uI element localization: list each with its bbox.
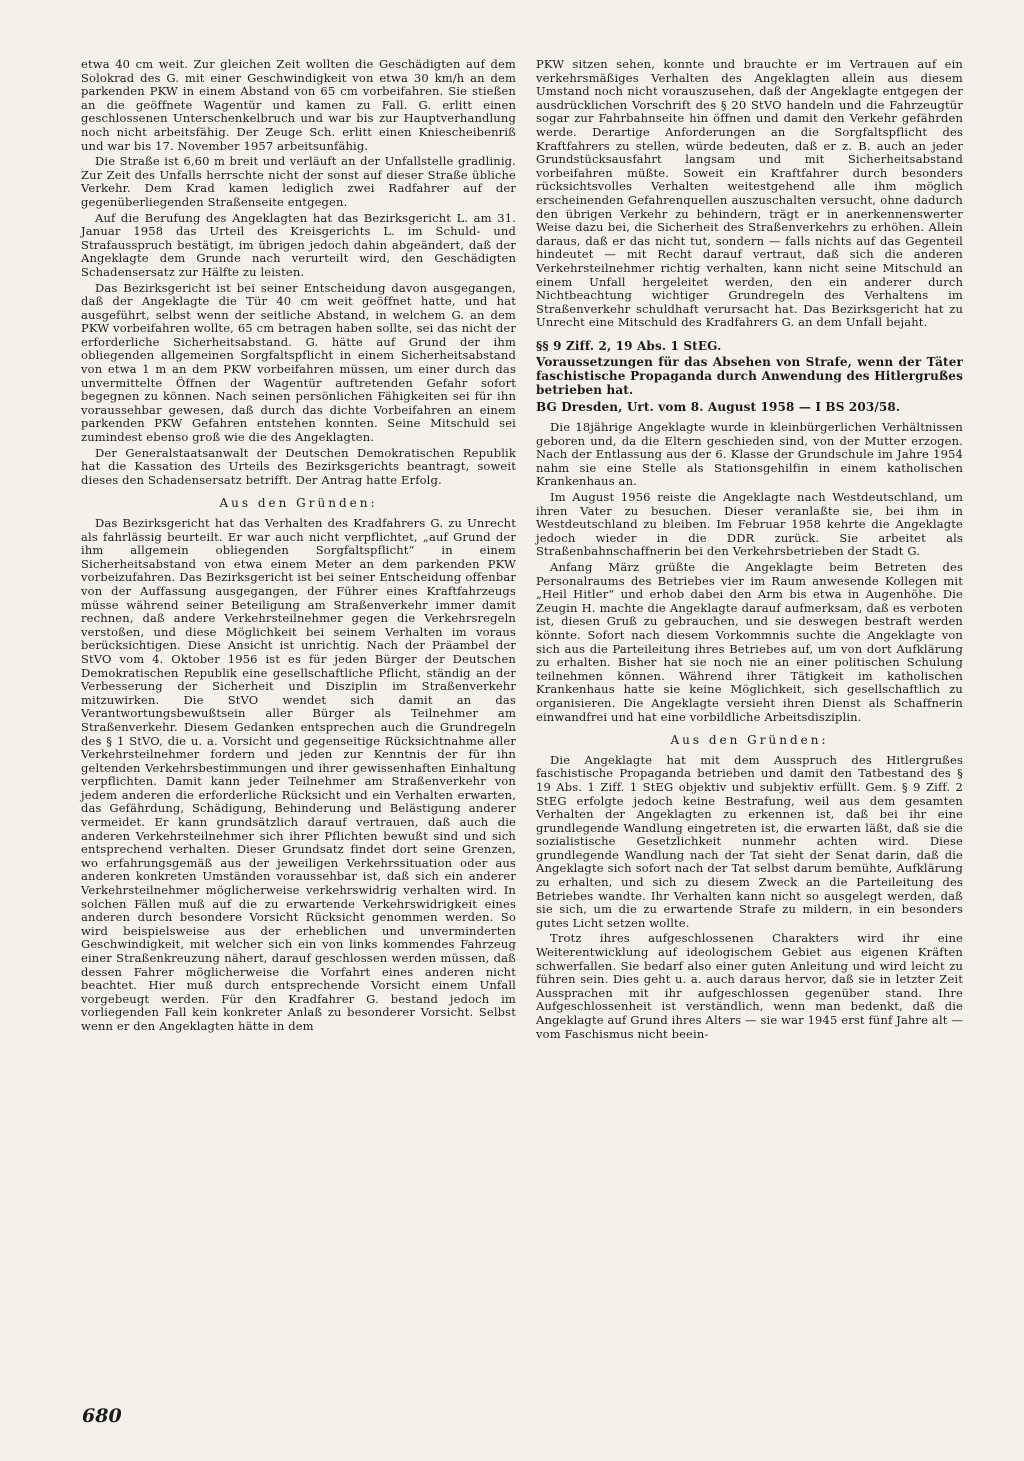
section-heading: Aus den Gründen: [219,496,378,511]
headnote: Voraussetzungen für das Absehen von Strafe, wenn der Täter faschistische Propaganda durch Anwendung des Hitlergrußes betrieben hat. [536,355,963,398]
court-citation: BG Dresden, Urt. vom 8. August 1958 — I BS 203/58. [536,400,901,415]
section-heading: Aus den Gründen: [670,733,829,748]
paragraph: Im August 1956 reiste die Angeklagte nach Westdeutschland, um ihren Vater zu besuchen. Dieser veranlaßte sie, bei ihm in Westdeutschland zu bleiben. Im Februar 1958 kehrte die Angeklagte jedoch wieder in die DDR zurück. Sie arbeitet als Straßenbahnschaffnerin bei den Verkehrsbetrieben der Stadt G. [536,490,963,559]
paragraph: Die Straße ist 6,60 m breit und verläuft an der Unfallstelle gradlinig. Zur Zeit des Unfalls herrschte nicht der sonst auf dieser Straße übliche Verkehr. Dem Krad kamen lediglich zwei Radfahrer auf der gegenüberliegenden Straßenseite entgegen. [81,154,516,209]
paragraph: Das Bezirksgericht ist bei seiner Entscheidung davon ausgegangen, daß der Angeklagte die Tür 40 cm weit geöffnet hatte, und hat ausgeführt, selbst wenn der seitliche Abstand, in welchem G. an dem PKW vorbeifahren wollte, 65 cm betragen haben sollte, sei das nicht der erforderliche Sicherheitsabstand. G. hätte auf Grund der ihm obliegenden allgemeinen Sorgfaltspflicht in einem Sicherheitsabstand von etwa 1 m an dem PKW vorbeifahren müssen, um einer durch das unvermittelte Öffnen der Wagentür auftretenden Gefahr sofort begegnen zu können. Nach seinen persönlichen Fähigkeiten sei für ihn voraussehbar gewesen, daß durch das dichte Vorbeifahren an einem parkenden PKW Gefahren entstehen konnten. Seine Mitschuld sei zumindest ebenso groß wie die des Angeklagten. [81,280,516,445]
paragraph: Das Bezirksgericht hat das Verhalten des Kradfahrers G. zu Unrecht als fahrlässig beurteilt. Er war auch nicht verpflichtet, „auf Grund der ihm allgemein obliegenden Sorgfaltspflicht“ in einem Sicherheitsabstand von etwa einem Meter an dem parkenden PKW vorbeizufahren. Das Bezirksgericht ist bei seiner Entscheidung offenbar von der Auffassung ausgegangen, der Führer eines Kraftfahrzeugs müsse während seiner Beteiligung am Straßenverkehr immer damit rechnen, daß andere Verkehrsteilnehmer gegen die Verkehrsregeln verstoßen, und diese Möglichkeit bei seinem Verhalten im voraus berücksichtigen. Diese Ansicht ist unrichtig. Nach der Präambel der StVO vom 4. Oktober 1956 ist es für jeden Bürger der Deutschen Demokratischen Republik eine gesellschaftliche Pflicht, ständig an der Verbesserung der Sicherheit und Disziplin im Straßenverkehr mitzuwirken. Die StVO wendet sich damit an das Verantwortungsbewußtsein aller Bürger als Teilnehmer am Straßenverkehr. Diesem Gedanken entsprechen auch die Grundregeln des § 1 StVO, die u. a. Vorsicht und gegenseitige Rücksichtnahme aller Verkehrsteilnehmer fordern und jeden zur Kenntnis der für ihn geltenden Verkehrsbestimmungen und ihrer gewissenhaften Einhaltung verpflichten. Damit kann jeder Teilnehmer am Straßenverkehr von jedem anderen die erforderliche Rücksicht und ein Verhalten erwarten, das Gefährdung, Schädigung, Behinderung und Belästigung anderer vermeidet. Er kann grundsätzlich darauf vertrauen, daß auch die anderen Verkehrsteilnehmer sich ihrer Pflichten bewußt sind und sich entsprechend verhalten. Dieser Grundsatz findet dort seine Grenzen, wo erfahrungsgemäß aus der jeweiligen Verkehrssituation oder aus anderen konkreten Umständen voraussehbar ist, daß sich ein anderer Verkehrsteilnehmer möglicherweise verkehrswidrig verhalten wird. In solchen Fällen muß auf die zu erwartende Verkehrswidrigkeit eines anderen durch besondere Vorsicht Rücksicht genommen werden. So wird beispielsweise aus der erheblichen und unverminderten Geschwindigkeit, mit welcher sich ein von links kommendes Fahrzeug einer Straßenkreuzung nähert, darauf geschlossen werden müssen, daß dessen Fahrer möglicherweise die Vorfahrt eines anderen nicht beachtet. Hier muß durch entsprechende Vorsicht einem Unfall vorgebeugt werden. Für den Kradfahrer G. bestand jedoch im vorliegenden Fall kein konkreter Anlaß zu besonderer Vorsicht. Selbst wenn er den Angeklagten hätte in dem [81,516,516,1033]
paragraph: Trotz ihres aufgeschlossenen Charakters wird ihr eine Weiterentwicklung auf ideologischem Gebiet aus eigenen Kräften schwerfallen. Sie bedarf also einer guten Anleitung und wird leicht zu führen sein. Dies geht u. a. auch daraus hervor, daß sie in letzter Zeit Aussprachen mit ihr aufgeschlossen gegenüber stand. Ihre Aufgeschlossenheit ist verständlich, wenn man bedenkt, daß die Angeklagte auf Grund ihres Alters — sie war 1945 erst fünf Jahre alt — vom Faschismus nicht beein- [536,931,963,1041]
page-number: 680 [82,1405,122,1427]
paragraph: Auf die Berufung des Angeklagten hat das Bezirksgericht L. am 31. Januar 1958 das Urteil des Kreisgerichts L. im Schuld- und Strafausspruch bestätigt, im übrigen jedoch dahin abgeändert, daß der Angeklagte dem Grunde nach verurteilt wird, den Geschädigten Schadensersatz zur Hälfte zu leisten. [81,210,516,279]
right-column [536,58,963,1043]
left-column [81,58,516,1036]
paragraph: Die Angeklagte hat mit dem Ausspruch des Hitlergrußes faschistische Propaganda betrieben und damit den Tatbestand des § 19 Abs. 1 Ziff. 1 StEG objektiv und subjektiv erfüllt. Gem. § 9 Ziff. 2 StEG erfolgte jedoch keine Bestrafung, weil aus dem gesamten Verhalten der Angeklagten zu erkennen ist, daß bei ihr eine grundlegende Wandlung eingetreten ist, die erwarten läßt, daß sie die sozialistische Gesetzlichkeit nunmehr achten wird. Diese grundlegende Wandlung nach der Tat sieht der Senat darin, daß die Angeklagte sich sofort nach der Tat selbst darum bemühte, Aufklärung zu erhalten, und sich zu diesem Zweck an die Parteileitung des Betriebes wandte. Ihr Verhalten kann nicht so ausgelegt werden, daß sie sich, um die zu erwartende Strafe zu mildern, in ein besonders gutes Licht setzen wollte. [536,752,963,930]
paragraph: Der Generalstaatsanwalt der Deutschen Demokratischen Republik hat die Kassation des Urteils des Bezirksgerichts beantragt, soweit dieses den Schadensersatz betrifft. Der Antrag hatte Erfolg. [81,445,516,487]
paragraph: etwa 40 cm weit. Zur gleichen Zeit wollten die Geschädigten auf dem Solokrad des G. mit einer Geschwindigkeit von etwa 30 km/h an dem parkenden PKW in einem Abstand von 65 cm vorbeifahren. Sie stießen an die geöffnete Wagentür und kamen zu Fall. G. erlitt einen geschlossenen Unterschenkelbruch und war bis zur Hauptverhandlung noch nicht arbeitsfähig. Der Zeuge Sch. erlitt einen Kniescheibenriß und war bis 17. November 1957 arbeitsunfähig. [81,57,516,153]
paragraph: PKW sitzen sehen, konnte und brauchte er im Vertrauen auf ein verkehrsmäßiges Verhalten des Angeklagten allein aus diesem Umstand noch nicht vorauszusehen, daß der Angeklagte entgegen der ausdrücklichen Vorschrift des § 20 StVO handeln und die Fahrzeugtür sogar zur Fahrbahnseite hin öffnen und damit den Verkehr gefährden werde. Derartige Anforderungen an die Sorgfaltspflicht des Kraftfahrers zu stellen, würde bedeuten, daß er z. B. auch an jeder Grundstücksausfahrt langsam und mit Sicherheitsabstand vorbeifahren müßte. Soweit ein Kraftfahrer durch besonders rücksichtsvolles Verhalten weitestgehend alle ihm möglich erscheinenden Gefahrenquellen auszuschalten versucht, ohne dadurch den übrigen Verkehr zu behindern, trägt er in anerkennenswerter Weise dazu bei, die Sicherheit des Straßenverkehrs zu erhöhen. Allein daraus, daß er das nicht tut, sondern — falls nichts auf das Gegenteil hindeutet — mit Recht darauf vertraut, daß sich die anderen Verkehrsteilnehmer richtig verhalten, kann nicht seine Mitschuld an einem Unfall hergeleitet werden, den ein anderer durch Nichtbeachtung wichtiger Grundregeln des Verhaltens im Straßenverkehr schuldhaft verursacht hat. Das Bezirksgericht hat zu Unrecht eine Mitschuld des Kradfahrers G. an dem Unfall bejaht. [536,57,963,330]
paragraph: Anfang März grüßte die Angeklagte beim Betreten des Personalraums des Betriebes vier im Raum anwesende Kollegen mit „Heil Hitler“ und erhob dabei den Arm bis etwa in Augenhöhe. Die Zeugin H. machte die Angeklagte darauf aufmerksam, daß es verboten ist, diesen Gruß zu gebrauchen, und sie deswegen bestraft werden könnte. Sofort nach diesem Vorkommnis suchte die Angeklagte von sich aus die Parteileitung ihres Betriebes auf, um von dort Aufklärung zu erhalten. Bisher hat sie noch nie an einer politischen Schulung teilnehmen können. Während ihrer Tätigkeit im katholischen Krankenhaus hatte sie keine Möglichkeit, sich gesellschaftlich zu organisieren. Die Angeklagte versieht ihren Dienst als Schaffnerin einwandfrei und hat eine vorbildliche Arbeitsdisziplin. [536,560,963,724]
paragraph: Die 18jährige Angeklagte wurde in kleinbürgerlichen Verhältnissen geboren und, da die Eltern geschieden sind, von der Mutter erzogen. Nach der Entlassung aus der 6. Klasse der Grundschule im Jahre 1954 nahm sie eine Stelle als Stationsgehilfin in einem katholischen Krankenhaus an. [536,420,963,489]
statute-reference: §§ 9 Ziff. 2, 19 Abs. 1 StEG. [536,338,722,353]
